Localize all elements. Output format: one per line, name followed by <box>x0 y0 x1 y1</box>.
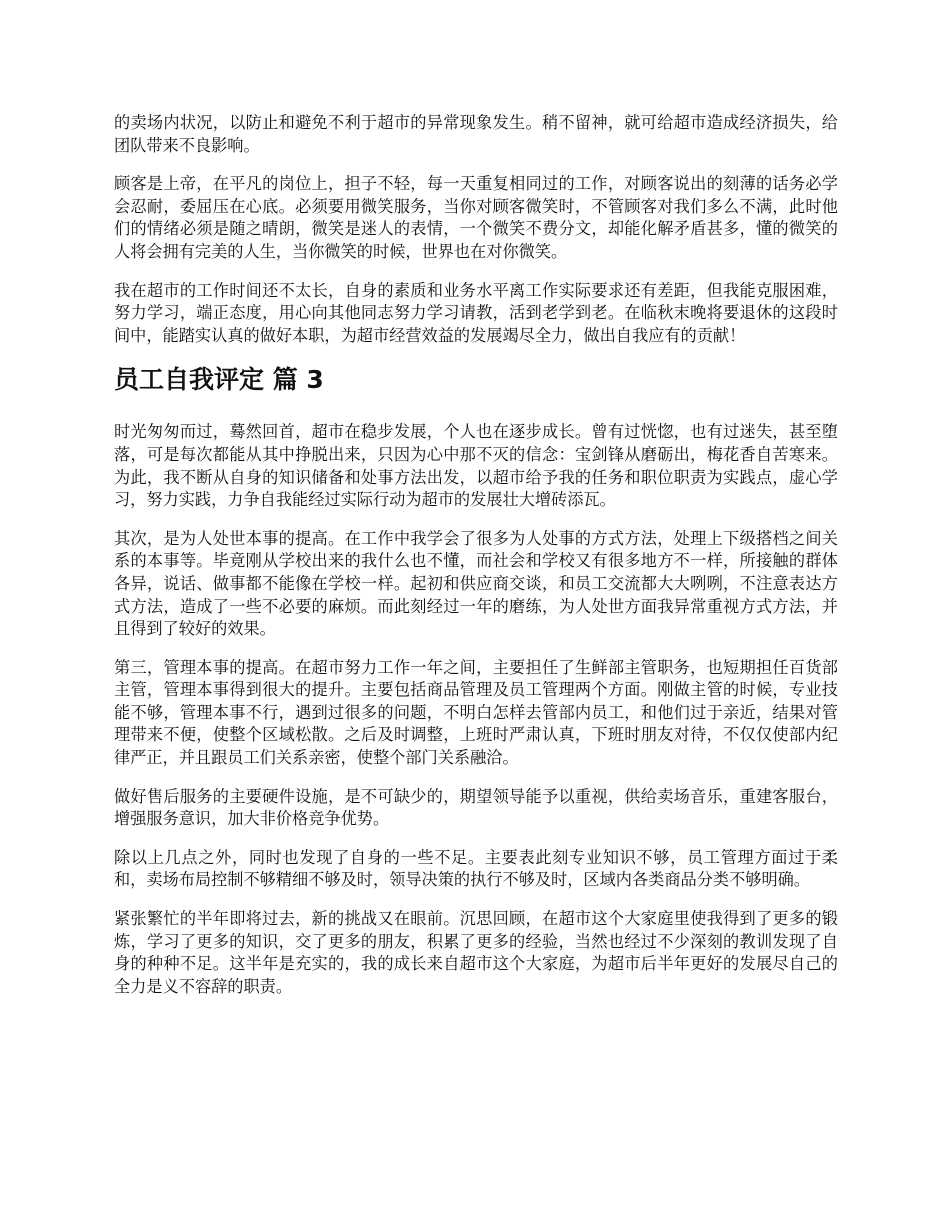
paragraph: 除以上几点之外，同时也发现了自身的一些不足。主要表此刻专业知识不够，员工管理方面过于柔和，卖场布局控制不够精细不够及时，领导决策的执行不够及时，区域内各类商品分类不够明确。 <box>114 847 838 890</box>
paragraph: 做好售后服务的主要硬件设施，是不可缺少的，期望领导能予以重视，供给卖场音乐，重建客服台，增强服务意识，加大非价格竞争优势。 <box>114 786 838 829</box>
paragraph: 的卖场内状况，以防止和避免不利于超市的异常现象发生。稍不留神，就可给超市造成经济损失，给团队带来不良影响。 <box>114 113 838 155</box>
section-heading: 员工自我评定 篇 3 <box>114 365 324 395</box>
paragraph: 我在超市的工作时间还不太长，自身的素质和业务水平离工作实际要求还有差距，但我能克服困难，努力学习，端正态度，用心向其他同志努力学习请教，活到老学到老。在临秋末晚将要退休的这段时间中，能踏实认真的做好本职，为超市经营效益的发展竭尽全力，做出自我应有的贡献！ <box>114 280 838 345</box>
document-page <box>114 112 838 1014</box>
paragraph: 顾客是上帝，在平凡的岗位上，担子不轻，每一天重复相同过的工作，对顾客说出的刻薄的话务必学会忍耐，委屈压在心底。必须要用微笑服务，当你对顾客微笑时，不管顾客对我们多么不满，此时他们的情绪必须是随之晴朗，微笑是迷人的表情，一个微笑不费分文，却能化解矛盾甚多，懂的微笑的人将会拥有完美的人生，当你微笑的时候，世界也在对你微笑。 <box>114 174 838 261</box>
paragraph: 第三，管理本事的提高。在超市努力工作一年之间，主要担任了生鲜部主管职务，也短期担任百货部主管，管理本事得到很大的提升。主要包括商品管理及员工管理两个方面。刚做主管的时候，专业技能不够，管理本事不行，遇到过很多的问题，不明白怎样去管部内员工，和他们过于亲近，结果对管理带来不便，使整个区域松散。之后及时调整，上班时严肃认真，下班时朋友对待，不仅仅使部内纪律严正，并且跟员工们关系亲密，使整个部门关系融洽。 <box>114 657 838 768</box>
paragraph: 紧张繁忙的半年即将过去，新的挑战又在眼前。沉思回顾，在超市这个大家庭里使我得到了更多的锻炼，学习了更多的知识，交了更多的朋友，积累了更多的经验，当然也经过不少深刻的教训发现了自身的种种不足。这半年是充实的，我的成长来自超市这个大家庭，为超市后半年更好的发展尽自己的全力是义不容辞的职责。 <box>114 909 838 996</box>
paragraph: 其次，是为人处世本事的提高。在工作中我学会了很多为人处事的方式方法，处理上下级搭档之间关系的本事等。毕竟刚从学校出来的我什么也不懂，而社会和学校又有很多地方不一样，所接触的群体各异，说话、做事都不能像在学校一样。起初和供应商交谈，和员工交流都大大咧咧，不注意表达方式方法，造成了一些不必要的麻烦。而此刻经过一年的磨练，为人处世方面我异常重视方式方法，并且得到了较好的效果。 <box>114 528 838 639</box>
paragraph: 时光匆匆而过，蓦然回首，超市在稳步发展，个人也在逐步成长。曾有过恍惚，也有过迷失，甚至堕落，可是每次都能从其中挣脱出来，只因为心中那不灭的信念：宝剑锋从磨砺出，梅花香自苦寒来。为此，我不断从自身的知识储备和处事方法出发，以超市给予我的任务和职位职责为实践点，虚心学习，努力实践，力争自我能经过实际行动为超市的发展壮大增砖添瓦。 <box>114 422 838 510</box>
